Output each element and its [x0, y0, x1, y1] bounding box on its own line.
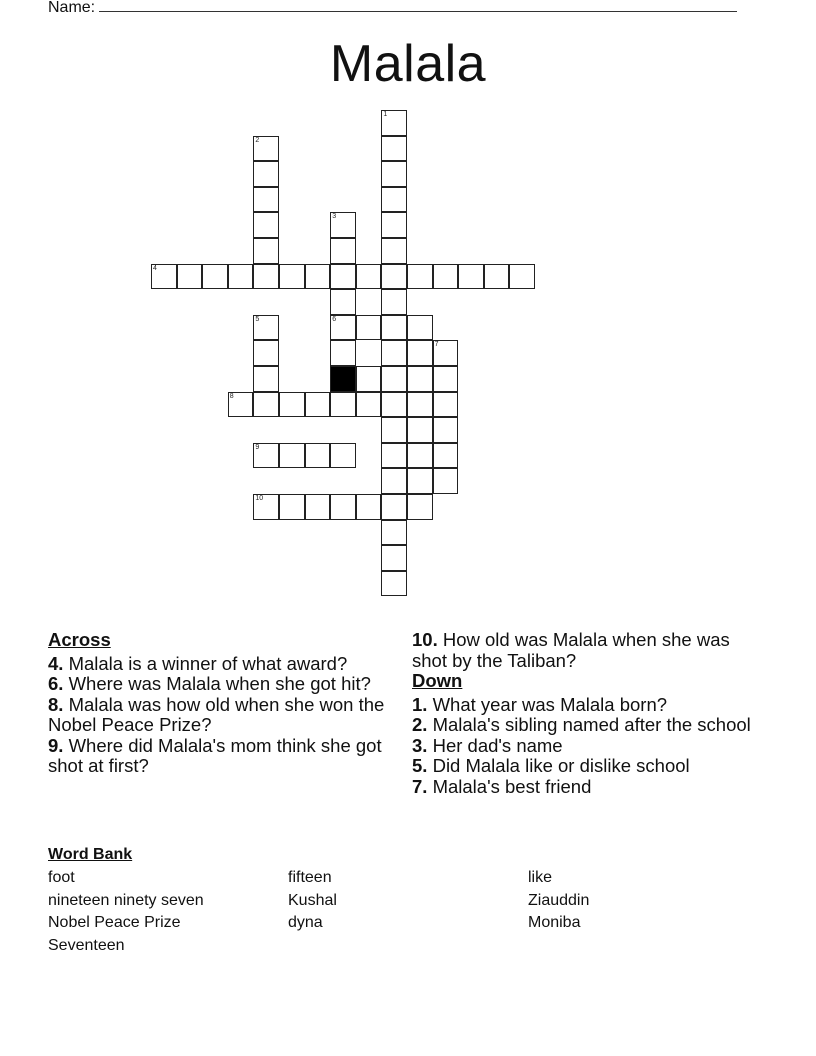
grid-cell[interactable]: [202, 264, 228, 290]
clue-text: Malala's best friend: [432, 775, 592, 797]
grid-cell[interactable]: [228, 264, 254, 290]
clue-down-5: [412, 756, 752, 777]
grid-cell[interactable]: [253, 136, 279, 162]
clue-text: Her dad's name: [432, 734, 563, 756]
down-heading: Down: [412, 670, 463, 691]
grid-cell[interactable]: [330, 264, 356, 290]
grid-cell[interactable]: [381, 110, 407, 136]
grid-cell[interactable]: [407, 264, 433, 290]
clue-number: 1.: [412, 693, 428, 715]
grid-cell[interactable]: [279, 494, 305, 520]
grid-cell[interactable]: [433, 417, 459, 443]
word-bank-item: Ziauddin: [528, 892, 590, 909]
grid-cell[interactable]: [433, 366, 459, 392]
page-title: Malala: [329, 35, 487, 93]
grid-cell[interactable]: [381, 571, 407, 597]
grid-cell[interactable]: [356, 366, 382, 392]
clue-down-2: [412, 715, 752, 736]
clue-text: What year was Malala born?: [432, 693, 668, 715]
word-bank-title: Word Bank: [48, 846, 133, 863]
grid-cell[interactable]: [253, 315, 279, 341]
grid-cell[interactable]: [458, 264, 484, 290]
grid-cell[interactable]: [407, 340, 433, 366]
grid-cell[interactable]: [381, 187, 407, 213]
grid-cell[interactable]: [330, 238, 356, 264]
grid-cell[interactable]: [381, 340, 407, 366]
grid-cell[interactable]: [253, 443, 279, 469]
grid-cell[interactable]: [433, 392, 459, 418]
grid-cell[interactable]: [407, 392, 433, 418]
name-label: Name:: [48, 0, 96, 16]
grid-cell[interactable]: [407, 494, 433, 520]
clue-number: 10.: [412, 629, 438, 650]
clue-text: How old was Malala when she was shot by the Taliban?: [412, 629, 730, 671]
clue-across-4: [48, 654, 388, 675]
grid-cell[interactable]: [279, 443, 305, 469]
grid-cell[interactable]: [253, 494, 279, 520]
grid-cell[interactable]: [381, 161, 407, 187]
grid-cell[interactable]: [407, 366, 433, 392]
clue-down-7: [412, 777, 752, 798]
grid-cell[interactable]: [381, 520, 407, 546]
word-bank-item: nineteen ninety seven: [48, 892, 204, 909]
grid-cell[interactable]: [381, 443, 407, 469]
grid-cell[interactable]: [253, 161, 279, 187]
grid-cell[interactable]: [509, 264, 535, 290]
grid-cell[interactable]: [433, 264, 459, 290]
grid-cell[interactable]: [433, 443, 459, 469]
clue-text: Where was Malala when she got hit?: [68, 673, 371, 694]
clues-right-column: [412, 630, 752, 797]
word-bank-item: like: [528, 869, 553, 886]
clue-text: Malala's sibling named after the school: [432, 714, 751, 735]
grid-cell[interactable]: [433, 340, 459, 366]
grid-cell[interactable]: [279, 392, 305, 418]
clue-across-10: [412, 630, 752, 671]
grid-cell[interactable]: [407, 417, 433, 443]
word-bank-item: Kushal: [288, 892, 337, 909]
grid-cell[interactable]: [253, 264, 279, 290]
clue-number: 3.: [412, 734, 428, 756]
grid-cell[interactable]: [381, 468, 407, 494]
word-bank-item: Nobel Peace Prize: [48, 914, 181, 931]
word-bank-item: foot: [48, 869, 75, 886]
grid-cell[interactable]: [177, 264, 203, 290]
clue-number-label: 1: [383, 111, 388, 118]
grid-cell[interactable]: [305, 392, 331, 418]
grid-cell[interactable]: [253, 212, 279, 238]
clue-number: 2.: [412, 714, 428, 735]
clue-number-label: 6: [332, 315, 337, 323]
clue-number-label: 8: [229, 392, 234, 400]
grid-cell[interactable]: [330, 212, 356, 238]
clue-number-label: 9: [255, 443, 260, 451]
clue-down-3: [412, 736, 752, 757]
grid-cell[interactable]: [407, 443, 433, 469]
clue-text: Malala is a winner of what award?: [68, 652, 348, 674]
grid-cell[interactable]: [228, 392, 254, 418]
clue-number-label: 5: [255, 315, 260, 323]
grid-cell[interactable]: [407, 468, 433, 494]
clue-number: 9.: [48, 734, 64, 756]
clue-number: 8.: [48, 693, 64, 715]
grid-cell[interactable]: [253, 187, 279, 213]
grid-cell[interactable]: [330, 340, 356, 366]
grid-cell[interactable]: [381, 264, 407, 290]
grid-cell[interactable]: [381, 136, 407, 162]
grid-cell[interactable]: [484, 264, 510, 290]
clue-text: Where did Malala's mom think she got shot at first?: [48, 734, 382, 776]
grid-cell[interactable]: [381, 289, 407, 315]
clue-number: 5.: [412, 755, 428, 776]
word-bank-item: Moniba: [528, 914, 581, 931]
grid-cell[interactable]: [407, 315, 433, 341]
grid-cell[interactable]: [381, 212, 407, 238]
clue-number-label: 3: [332, 213, 337, 221]
grid-cell[interactable]: [253, 366, 279, 392]
grid-cell[interactable]: [356, 392, 382, 418]
grid-cell[interactable]: [381, 238, 407, 264]
clue-number-label: 7: [434, 341, 439, 349]
grid-cell[interactable]: [305, 264, 331, 290]
grid-cell[interactable]: [381, 417, 407, 443]
grid-cell[interactable]: [381, 392, 407, 418]
clue-number-label: 10: [255, 495, 264, 502]
across-heading: Across: [48, 629, 111, 650]
grid-cell[interactable]: [253, 392, 279, 418]
clue-text: Malala was how old when she won the Nobel Peace Prize?: [48, 693, 385, 735]
grid-cell[interactable]: [279, 264, 305, 290]
grid-cell[interactable]: [381, 545, 407, 571]
clue-text: Did Malala like or dislike school: [432, 755, 690, 776]
grid-cell[interactable]: [381, 494, 407, 520]
grid-cell[interactable]: [356, 494, 382, 520]
grid-cell[interactable]: [381, 366, 407, 392]
grid-cell[interactable]: [305, 494, 331, 520]
clue-across-8: [48, 695, 388, 736]
clue-number: 6.: [48, 673, 64, 694]
grid-cell[interactable]: [253, 340, 279, 366]
grid-cell[interactable]: [381, 315, 407, 341]
clue-across-9: [48, 736, 388, 777]
word-bank-item: Seventeen: [48, 937, 125, 954]
clue-number: 4.: [48, 652, 64, 674]
clue-number: 7.: [412, 775, 428, 797]
clue-down-1: [412, 695, 752, 716]
grid-cell[interactable]: [433, 468, 459, 494]
clues-left-column: [48, 630, 388, 777]
grid-cell[interactable]: [151, 264, 177, 290]
clue-number-label: 2: [255, 136, 260, 144]
word-bank-item: fifteen: [288, 869, 332, 886]
grid-cell[interactable]: [330, 443, 356, 469]
grid-cell[interactable]: [330, 392, 356, 418]
grid-cell[interactable]: [330, 494, 356, 520]
blocked-cell: [330, 366, 356, 392]
clue-across-6: [48, 674, 388, 695]
grid-cell[interactable]: [356, 264, 382, 290]
clue-number-label: 4: [153, 264, 157, 272]
grid-cell[interactable]: [253, 238, 279, 264]
word-bank-item: dyna: [288, 914, 323, 931]
grid-cell[interactable]: [356, 315, 382, 341]
grid-cell[interactable]: [330, 315, 356, 341]
grid-cell[interactable]: [330, 289, 356, 315]
grid-cell[interactable]: [305, 443, 331, 469]
